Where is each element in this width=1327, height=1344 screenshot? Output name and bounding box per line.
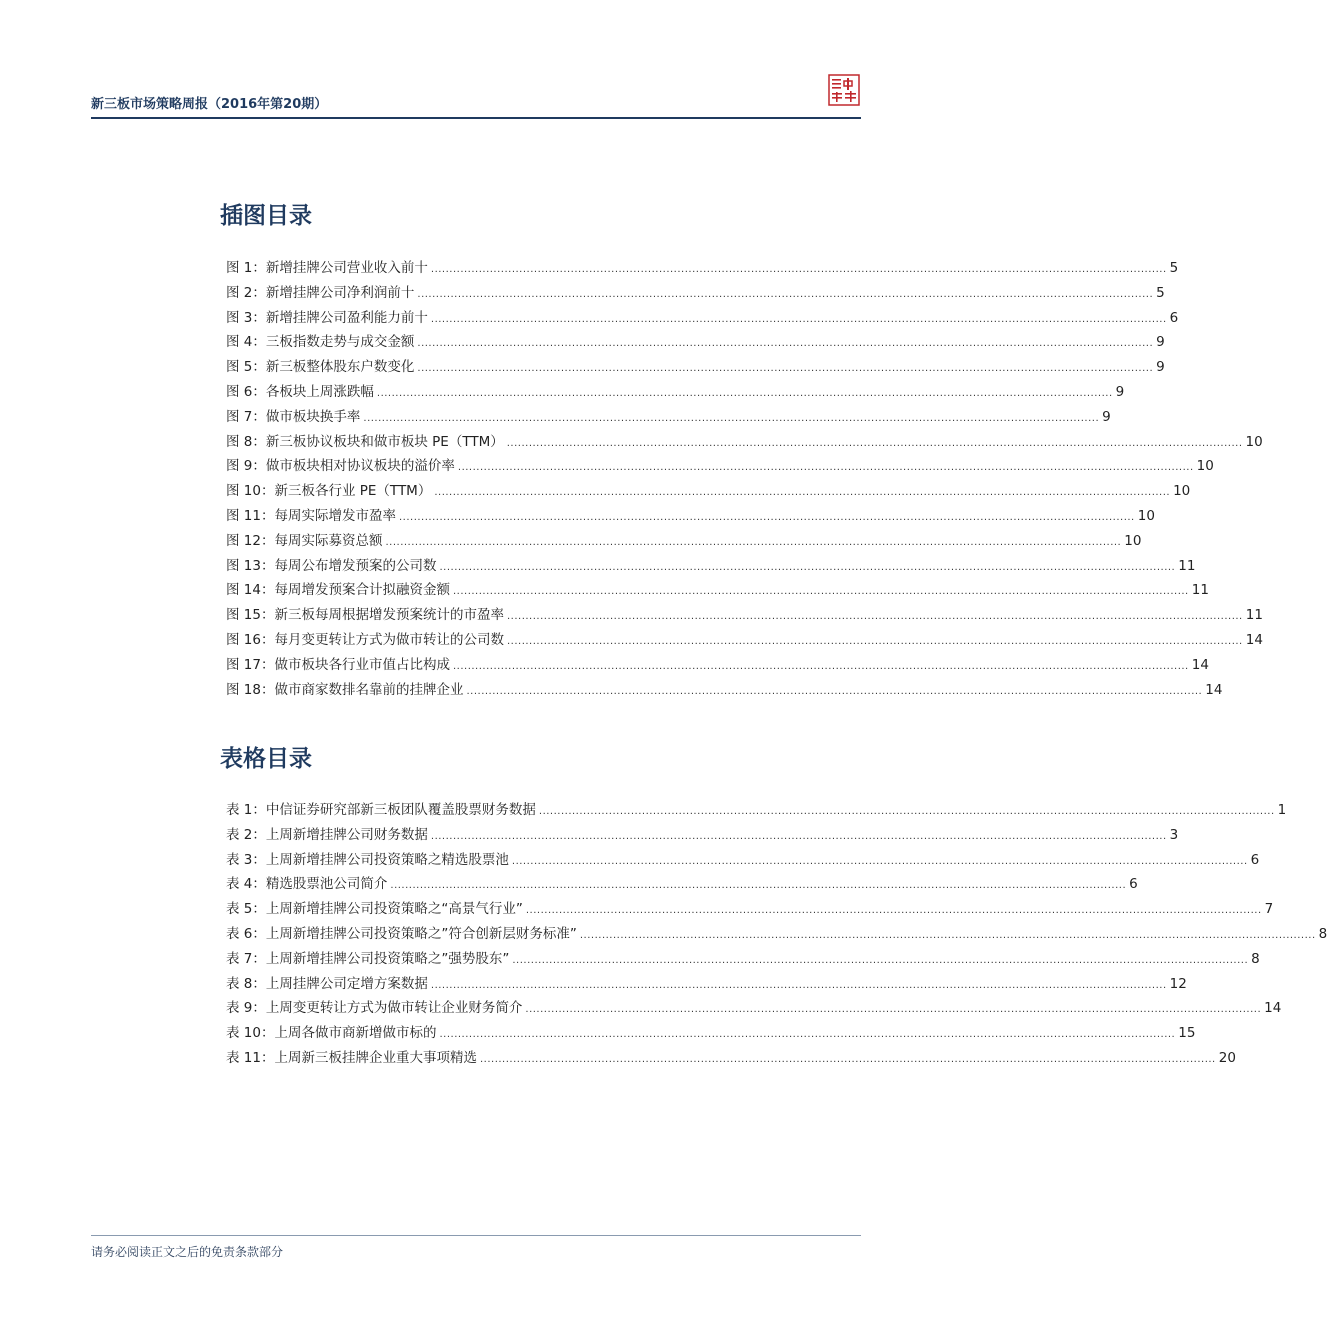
toc-entry-label: 图 5：新三板整体股东户数变化 bbox=[226, 359, 415, 376]
toc-entry[interactable] bbox=[226, 972, 1187, 997]
toc-dot-leader: ........................................................................................................................................................................................................ bbox=[398, 511, 1135, 523]
toc-entry-label: 图 10：新三板各行业 PE（TTM） bbox=[226, 483, 432, 500]
toc-entry[interactable] bbox=[226, 848, 1260, 873]
toc-entry-page: 6 bbox=[1129, 876, 1138, 893]
toc-entry[interactable] bbox=[226, 479, 1191, 504]
toc-entry-page: 9 bbox=[1102, 408, 1111, 425]
toc-dot-leader: ........................................................................................................................................................................................................ bbox=[512, 954, 1249, 966]
toc-entry[interactable] bbox=[226, 256, 1179, 281]
toc-entry-label: 图 4：三板指数走势与成交金额 bbox=[226, 334, 415, 351]
toc-entry-label: 图 11：每周实际增发市盈率 bbox=[226, 507, 396, 524]
toc-entry-label: 图 15：新三板每周根据增发预案统计的市盈率 bbox=[226, 607, 504, 624]
toc-entry[interactable] bbox=[226, 947, 1260, 972]
toc-entry-page: 10 bbox=[1137, 507, 1155, 524]
toc-entry[interactable] bbox=[226, 554, 1196, 579]
toc-entry-page: 14 bbox=[1245, 631, 1263, 648]
toc-dot-leader: ........................................................................................................................................................................................................ bbox=[439, 1029, 1176, 1041]
toc-entry-page: 6 bbox=[1169, 309, 1179, 326]
toc-entry-page: 9 bbox=[1156, 334, 1165, 351]
toc-entry-label: 图 13：每周公布增发预案的公司数 bbox=[226, 557, 437, 574]
toc-dot-leader: ........................................................................................................................................................................................................ bbox=[506, 635, 1243, 647]
toc-entry-page: 10 bbox=[1124, 532, 1142, 549]
toc-entry-label: 图 8：新三板协议板块和做市板块 PE（TTM） bbox=[226, 433, 504, 450]
toc-dot-leader: ........................................................................................................................................................................................................ bbox=[430, 979, 1167, 991]
toc-entry-label: 表 8：上周挂牌公司定增方案数据 bbox=[226, 975, 428, 992]
toc-entry-label: 图 17：做市板块各行业市值占比构成 bbox=[226, 656, 450, 673]
footer-disclaimer: 请务必阅读正文之后的免责条款部分 bbox=[91, 1245, 284, 1259]
figures-toc-list bbox=[226, 256, 1263, 702]
toc-entry[interactable] bbox=[226, 922, 1327, 947]
toc-entry[interactable] bbox=[226, 504, 1155, 529]
toc-entry-page: 12 bbox=[1169, 975, 1187, 992]
toc-entry[interactable] bbox=[226, 380, 1125, 405]
toc-entry-page: 14 bbox=[1205, 681, 1223, 698]
toc-entry-label: 图 16：每月变更转让方式为做市转让的公司数 bbox=[226, 631, 504, 648]
toc-dot-leader: ........................................................................................................................................................................................................ bbox=[430, 830, 1167, 842]
toc-entry-page: 8 bbox=[1318, 925, 1327, 942]
toc-dot-leader: ........................................................................................................................................................................................................ bbox=[479, 1053, 1216, 1065]
toc-entry[interactable] bbox=[226, 330, 1165, 355]
toc-entry-page: 9 bbox=[1156, 359, 1165, 376]
toc-entry-label: 表 9：上周变更转让方式为做市转让企业财务简介 bbox=[226, 1000, 523, 1017]
toc-dot-leader: ........................................................................................................................................................................................................ bbox=[434, 487, 1171, 499]
toc-dot-leader: ........................................................................................................................................................................................................ bbox=[538, 806, 1275, 817]
toc-dot-leader: ........................................................................................................................................................................................................ bbox=[506, 437, 1243, 449]
toc-entry-page: 5 bbox=[1169, 260, 1179, 276]
toc-entry-page: 14 bbox=[1264, 1000, 1282, 1017]
toc-entry-page: 10 bbox=[1245, 433, 1263, 450]
toc-dot-leader: ........................................................................................................................................................................................................ bbox=[385, 536, 1122, 548]
toc-dot-leader: ........................................................................................................................................................................................................ bbox=[390, 880, 1127, 892]
toc-entry-label: 表 10：上周各做市商新增做市标的 bbox=[226, 1025, 437, 1042]
toc-entry-label: 表 6：上周新增挂牌公司投资策略之”符合创新层财务标准” bbox=[226, 925, 577, 942]
toc-entry[interactable] bbox=[226, 1046, 1236, 1071]
toc-entry[interactable] bbox=[226, 872, 1138, 897]
toc-dot-leader: ........................................................................................................................................................................................................ bbox=[430, 313, 1167, 325]
toc-entry[interactable] bbox=[226, 628, 1263, 653]
toc-entry[interactable] bbox=[226, 678, 1223, 703]
toc-dot-leader: ........................................................................................................................................................................................................ bbox=[466, 685, 1203, 697]
toc-entry-page: 11 bbox=[1245, 607, 1263, 624]
toc-entry-page: 20 bbox=[1218, 1049, 1236, 1066]
toc-entry-label: 图 18：做市商家数排名靠前的挂牌企业 bbox=[226, 681, 464, 698]
toc-entry[interactable] bbox=[226, 281, 1165, 306]
toc-dot-leader: ........................................................................................................................................................................................................ bbox=[430, 264, 1167, 275]
toc-entry-label: 图 3：新增挂牌公司盈利能力前十 bbox=[226, 309, 428, 326]
toc-entry-label: 表 7：上周新增挂牌公司投资策略之”强势股东” bbox=[226, 950, 510, 967]
toc-dot-leader: ........................................................................................................................................................................................................ bbox=[417, 338, 1154, 350]
toc-entry-label: 表 5：上周新增挂牌公司投资策略之“高景气行业” bbox=[226, 901, 523, 918]
toc-entry-page: 15 bbox=[1178, 1025, 1196, 1042]
toc-dot-leader: ........................................................................................................................................................................................................ bbox=[511, 855, 1248, 867]
toc-entry-page: 5 bbox=[1156, 284, 1165, 301]
toc-entry[interactable] bbox=[226, 823, 1179, 848]
toc-entry-page: 14 bbox=[1191, 656, 1209, 673]
toc-entry[interactable] bbox=[226, 653, 1209, 678]
toc-entry[interactable] bbox=[226, 430, 1263, 455]
toc-entry-page: 11 bbox=[1178, 557, 1196, 574]
toc-entry-label: 图 1：新增挂牌公司营业收入前十 bbox=[226, 260, 428, 276]
toc-entry-page: 10 bbox=[1196, 458, 1214, 475]
toc-entry-page: 3 bbox=[1169, 826, 1179, 843]
toc-dot-leader: ........................................................................................................................................................................................................ bbox=[525, 905, 1262, 917]
toc-entry-label: 表 11：上周新三板挂牌企业重大事项精选 bbox=[226, 1049, 477, 1066]
toc-entry[interactable] bbox=[226, 529, 1142, 554]
toc-entry[interactable] bbox=[226, 603, 1263, 628]
toc-entry-label: 图 12：每周实际募资总额 bbox=[226, 532, 383, 549]
toc-entry[interactable] bbox=[226, 996, 1282, 1021]
toc-entry[interactable] bbox=[226, 798, 1287, 823]
footer-divider bbox=[91, 1235, 861, 1236]
toc-entry-label: 表 2：上周新增挂牌公司财务数据 bbox=[226, 826, 428, 843]
toc-dot-leader: ........................................................................................................................................................................................................ bbox=[457, 462, 1194, 474]
toc-entry[interactable] bbox=[226, 578, 1209, 603]
toc-entry-label: 图 6：各板块上周涨跌幅 bbox=[226, 383, 374, 400]
toc-entry-page: 1 bbox=[1277, 802, 1287, 818]
toc-entry[interactable] bbox=[226, 1021, 1196, 1046]
tables-toc-heading: 表格目录 bbox=[220, 746, 312, 772]
toc-entry[interactable] bbox=[226, 897, 1274, 922]
citic-securities-logo bbox=[828, 74, 860, 106]
toc-entry-page: 8 bbox=[1251, 950, 1260, 967]
toc-dot-leader: ........................................................................................................................................................................................................ bbox=[452, 586, 1189, 598]
toc-dot-leader: ........................................................................................................................................................................................................ bbox=[579, 929, 1316, 941]
toc-entry-label: 表 3：上周新增挂牌公司投资策略之精选股票池 bbox=[226, 851, 509, 868]
toc-entry-page: 9 bbox=[1115, 383, 1125, 400]
toc-entry-page: 11 bbox=[1191, 582, 1209, 599]
toc-entry-page: 6 bbox=[1250, 851, 1260, 868]
figures-toc-heading: 插图目录 bbox=[220, 203, 312, 229]
toc-dot-leader: ........................................................................................................................................................................................................ bbox=[452, 660, 1189, 672]
toc-entry-label: 图 14：每周增发预案合计拟融资金额 bbox=[226, 582, 450, 599]
tables-toc-list bbox=[226, 798, 1327, 1071]
toc-entry-label: 表 4：精选股票池公司简介 bbox=[226, 876, 388, 893]
toc-dot-leader: ........................................................................................................................................................................................................ bbox=[417, 363, 1154, 375]
toc-dot-leader: ........................................................................................................................................................................................................ bbox=[506, 611, 1243, 623]
toc-entry[interactable] bbox=[226, 454, 1214, 479]
toc-dot-leader: ........................................................................................................................................................................................................ bbox=[376, 387, 1113, 399]
toc-dot-leader: ........................................................................................................................................................................................................ bbox=[363, 412, 1100, 424]
toc-entry-label: 图 7：做市板块换手率 bbox=[226, 408, 361, 425]
toc-entry-page: 7 bbox=[1264, 901, 1274, 918]
toc-entry[interactable] bbox=[226, 306, 1179, 331]
toc-dot-leader: ........................................................................................................................................................................................................ bbox=[417, 288, 1154, 300]
toc-entry-label: 图 9：做市板块相对协议板块的溢价率 bbox=[226, 458, 455, 475]
toc-entry[interactable] bbox=[226, 405, 1111, 430]
toc-dot-leader: ........................................................................................................................................................................................................ bbox=[439, 561, 1176, 573]
report-header-title: 新三板市场策略周报（2016年第20期） bbox=[91, 97, 328, 112]
toc-entry-label: 表 1：中信证券研究部新三板团队覆盖股票财务数据 bbox=[226, 802, 536, 818]
header-divider bbox=[91, 117, 861, 119]
toc-entry[interactable] bbox=[226, 355, 1165, 380]
toc-entry-page: 10 bbox=[1173, 483, 1191, 500]
toc-dot-leader: ........................................................................................................................................................................................................ bbox=[525, 1004, 1262, 1016]
toc-entry-label: 图 2：新增挂牌公司净利润前十 bbox=[226, 284, 415, 301]
